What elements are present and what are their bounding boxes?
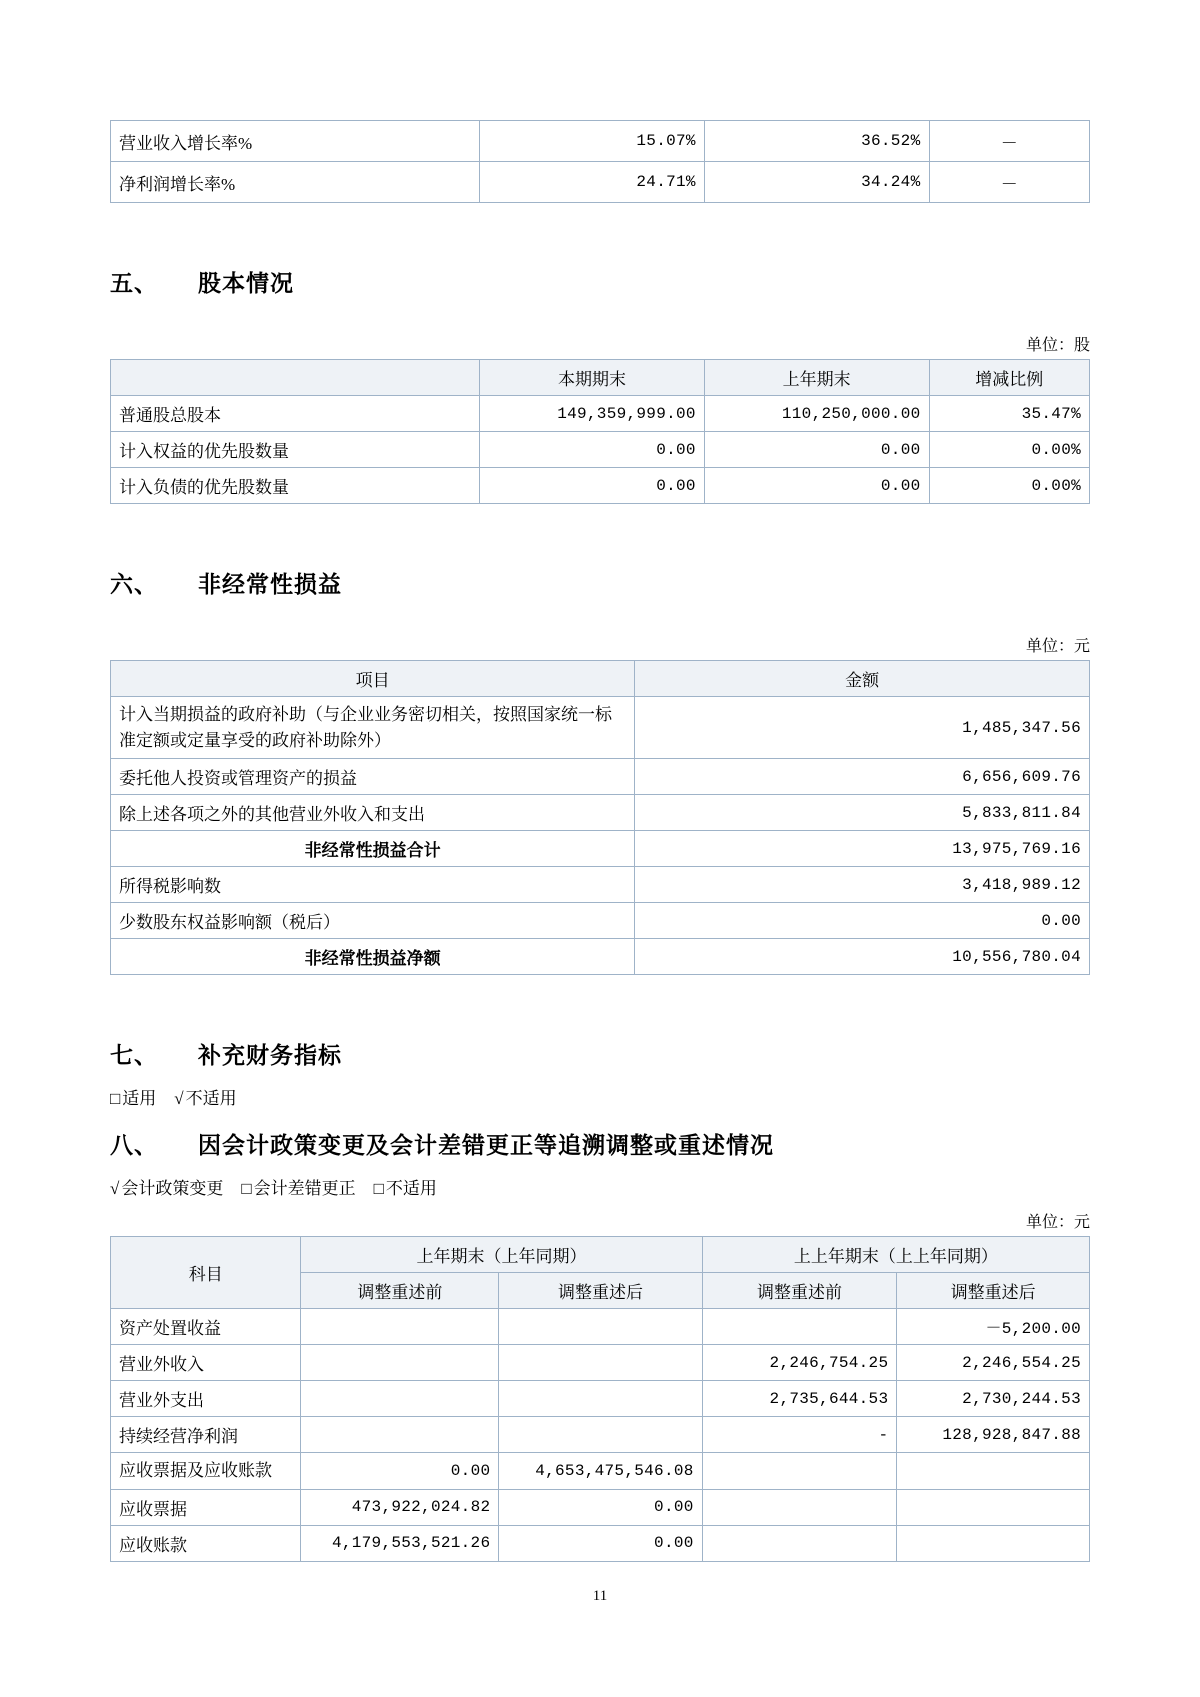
col-header-item: 项目	[111, 661, 635, 697]
section-6-title: 非经常性损益	[198, 572, 342, 597]
cell-g1-after: 4,653,475,546.08	[499, 1453, 702, 1490]
checkmark-icon[interactable]: √	[110, 1179, 120, 1198]
row-label: 净利润增长率%	[111, 162, 480, 203]
row-value-current: 24.71%	[480, 162, 705, 203]
cell-g2-after: 2,246,554.25	[897, 1345, 1090, 1381]
cell-g1-before	[301, 1345, 499, 1381]
row-label: 持续经营净利润	[111, 1417, 301, 1453]
table-row	[111, 162, 1090, 203]
cell-g2-before	[702, 1309, 897, 1345]
row-value-prior: 0.00	[704, 468, 929, 504]
row-label: 计入权益的优先股数量	[111, 432, 480, 468]
section-heading-7	[110, 1037, 1090, 1070]
row-label: 除上述各项之外的其他营业外收入和支出	[111, 795, 635, 831]
cell-g1-after	[499, 1381, 702, 1417]
row-value-prior: 0.00	[704, 432, 929, 468]
page-number: 11	[592, 1588, 608, 1604]
row-label: 应收票据及应收账款	[111, 1453, 301, 1490]
option-not-applicable[interactable]	[374, 1179, 437, 1198]
row-amount: 0.00	[635, 903, 1090, 939]
section-heading-5	[110, 265, 1090, 298]
cell-g2-after: －5,200.00	[897, 1309, 1090, 1345]
cell-g1-after: 0.00	[499, 1525, 702, 1561]
cell-g2-after	[897, 1453, 1090, 1490]
checkmark-icon[interactable]: √	[174, 1089, 184, 1108]
cell-g1-after	[499, 1417, 702, 1453]
table-row-total	[111, 939, 1090, 975]
section-5-ordinal: 五、	[110, 271, 158, 296]
option-label: 会计差错更正	[253, 1179, 356, 1198]
row-value-prior: 34.24%	[704, 162, 929, 203]
section-heading-6	[110, 566, 1090, 599]
option-applicable[interactable]	[110, 1089, 156, 1108]
row-value-current: 0.00	[480, 432, 705, 468]
row-label: 营业收入增长率%	[111, 121, 480, 162]
section-heading-8	[110, 1127, 1090, 1160]
row-value-change: 0.00%	[929, 468, 1090, 504]
cell-g2-after	[897, 1489, 1090, 1525]
checkbox-unchecked-icon[interactable]: □	[241, 1179, 252, 1198]
row-label: 计入当期损益的政府补助（与企业业务密切相关，按照国家统一标准定额或定量享受的政府补助除外）	[111, 697, 635, 759]
cell-g2-before: 2,246,754.25	[702, 1345, 897, 1381]
row-value-current: 15.07%	[480, 121, 705, 162]
cell-g1-after: 0.00	[499, 1489, 702, 1525]
col-header-group-prior-year: 上年期末（上年同期）	[301, 1237, 702, 1273]
cell-g2-before	[702, 1489, 897, 1525]
row-label: 营业外支出	[111, 1381, 301, 1417]
row-label: 营业外收入	[111, 1345, 301, 1381]
retrospective-adjustment-table	[110, 1236, 1090, 1562]
row-amount: 10,556,780.04	[635, 939, 1090, 975]
table-row	[111, 795, 1090, 831]
cell-g2-before: 2,735,644.53	[702, 1381, 897, 1417]
cell-g1-before	[301, 1417, 499, 1453]
col-header-before-restatement-1: 调整重述前	[301, 1273, 499, 1309]
checkbox-unchecked-icon[interactable]: □	[373, 1179, 384, 1198]
col-header-before-restatement-2: 调整重述前	[702, 1273, 897, 1309]
table-row	[111, 903, 1090, 939]
col-header-amount: 金额	[635, 661, 1090, 697]
table-header-row-top	[111, 1237, 1090, 1273]
cell-g1-after	[499, 1345, 702, 1381]
col-header-blank	[111, 360, 480, 396]
col-header-after-restatement-2: 调整重述后	[897, 1273, 1090, 1309]
section-7-ordinal: 七、	[110, 1043, 158, 1068]
table-row	[111, 1309, 1090, 1345]
table-row	[111, 1417, 1090, 1453]
row-amount: 13,975,769.16	[635, 831, 1090, 867]
cell-g2-after: 2,730,244.53	[897, 1381, 1090, 1417]
option-label: 适用	[122, 1089, 157, 1108]
cell-g2-before	[702, 1453, 897, 1490]
cell-g2-after	[897, 1525, 1090, 1561]
table-row-total	[111, 831, 1090, 867]
table-row	[111, 1453, 1090, 1490]
cell-g1-before: 0.00	[301, 1453, 499, 1490]
option-accounting-error-correction[interactable]	[241, 1179, 355, 1198]
row-label: 非经常性损益合计	[111, 831, 635, 867]
table-row	[111, 468, 1090, 504]
row-label: 所得税影响数	[111, 867, 635, 903]
section-8-ordinal: 八、	[110, 1133, 158, 1158]
cell-g1-before: 473,922,024.82	[301, 1489, 499, 1525]
row-label: 计入负债的优先股数量	[111, 468, 480, 504]
col-header-after-restatement-1: 调整重述后	[499, 1273, 702, 1309]
checkbox-unchecked-icon[interactable]: □	[110, 1089, 121, 1108]
section-8-unit: 单位：元	[1025, 1214, 1090, 1231]
table-row	[111, 759, 1090, 795]
col-header-current-period: 本期期末	[480, 360, 705, 396]
col-header-subject: 科目	[111, 1237, 301, 1309]
table-header-row	[111, 661, 1090, 697]
row-amount: 3,418,989.12	[635, 867, 1090, 903]
table-row	[111, 867, 1090, 903]
cell-g1-after	[499, 1309, 702, 1345]
option-label: 不适用	[185, 1089, 237, 1108]
table-header-row	[111, 360, 1090, 396]
row-label: 少数股东权益影响额（税后）	[111, 903, 635, 939]
col-header-prior-period: 上年期末	[704, 360, 929, 396]
table-row	[111, 1345, 1090, 1381]
section-6-ordinal: 六、	[110, 572, 158, 597]
cell-g1-before	[301, 1381, 499, 1417]
row-value-change: －	[929, 121, 1090, 162]
growth-rate-table	[110, 120, 1090, 203]
row-value-prior: 36.52%	[704, 121, 929, 162]
table-row	[111, 1525, 1090, 1561]
row-label: 资产处置收益	[111, 1309, 301, 1345]
row-amount: 1,485,347.56	[635, 697, 1090, 759]
section-5-unit: 单位：股	[1025, 337, 1090, 354]
section-5-title: 股本情况	[198, 271, 294, 296]
row-value-prior: 110,250,000.00	[704, 396, 929, 432]
table-row	[111, 697, 1090, 759]
option-not-applicable[interactable]	[174, 1089, 236, 1108]
section-7-applicability	[110, 1084, 1090, 1109]
row-value-change: 35.47%	[929, 396, 1090, 432]
share-capital-table	[110, 359, 1090, 504]
cell-g2-after: 128,928,847.88	[897, 1417, 1090, 1453]
table-row	[111, 121, 1090, 162]
row-label: 普通股总股本	[111, 396, 480, 432]
section-6-unit: 单位：元	[1025, 638, 1090, 655]
option-accounting-policy-change[interactable]	[110, 1179, 223, 1198]
row-value-current: 0.00	[480, 468, 705, 504]
row-label: 应收账款	[111, 1525, 301, 1561]
cell-g1-before	[301, 1309, 499, 1345]
row-amount: 5,833,811.84	[635, 795, 1090, 831]
table-row	[111, 432, 1090, 468]
table-row	[111, 1489, 1090, 1525]
row-label: 委托他人投资或管理资产的损益	[111, 759, 635, 795]
row-amount: 6,656,609.76	[635, 759, 1090, 795]
row-label: 应收票据	[111, 1489, 301, 1525]
option-label: 会计政策变更	[121, 1179, 224, 1198]
row-value-current: 149,359,999.00	[480, 396, 705, 432]
section-8-title: 因会计政策变更及会计差错更正等追溯调整或重述情况	[198, 1133, 774, 1158]
row-value-change: 0.00%	[929, 432, 1090, 468]
row-label: 非经常性损益净额	[111, 939, 635, 975]
cell-g2-before	[702, 1525, 897, 1561]
table-row	[111, 396, 1090, 432]
option-label: 不适用	[385, 1179, 437, 1198]
row-value-change: －	[929, 162, 1090, 203]
cell-g1-before: 4,179,553,521.26	[301, 1525, 499, 1561]
cell-g2-before: -	[702, 1417, 897, 1453]
non-recurring-gains-table	[110, 660, 1090, 975]
col-header-group-year-before-prior: 上上年期末（上上年同期）	[702, 1237, 1089, 1273]
section-7-title: 补充财务指标	[198, 1043, 342, 1068]
col-header-change-ratio: 增减比例	[929, 360, 1090, 396]
section-8-applicability	[110, 1174, 1090, 1199]
table-row	[111, 1381, 1090, 1417]
